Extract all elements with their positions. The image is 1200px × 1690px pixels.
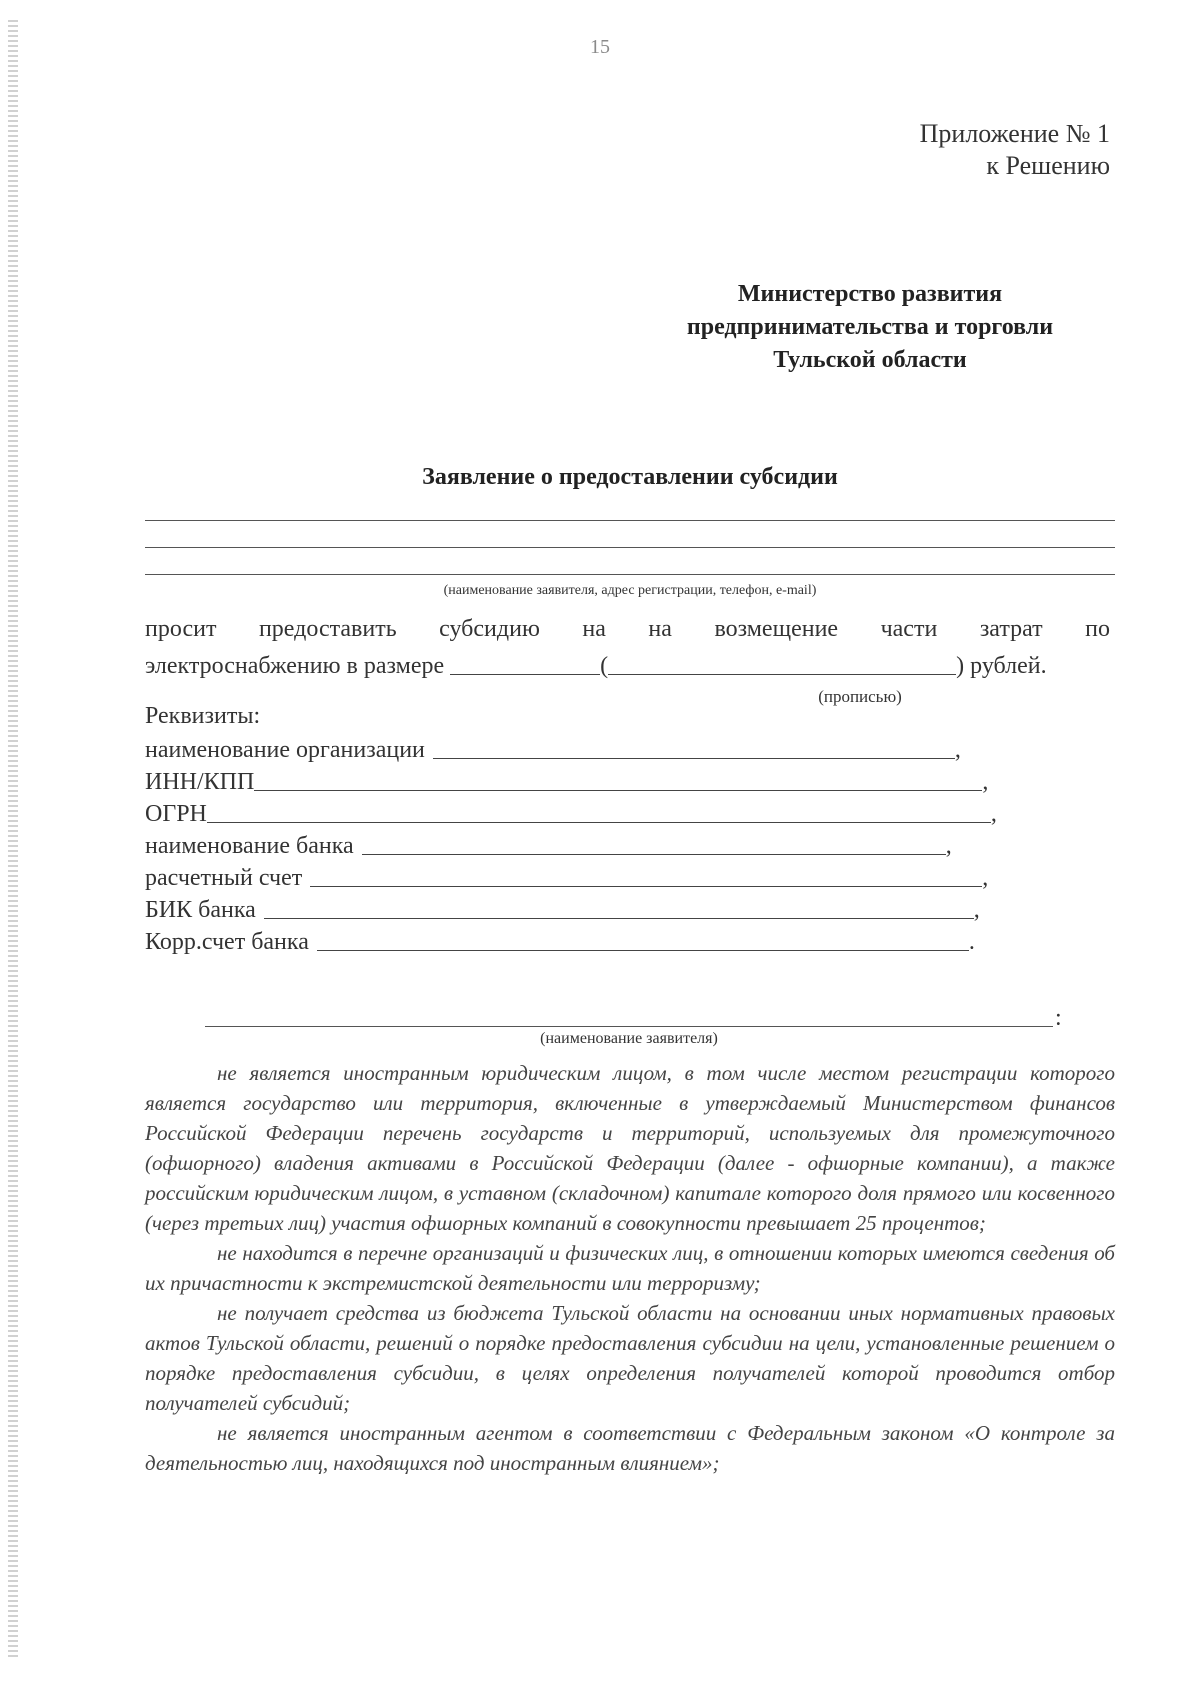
open-paren: ( [600, 653, 609, 679]
declaration-paragraph: не получает средства из бюджета Тульской области на основании иных нормативных правовых актов Тульской области, решений о порядке предоставления субсидии на цели, установленные решением о порядке предоставления субсидии, в целях определения получателей которой проводится отбор получателей субсидий; [145, 1301, 1115, 1415]
applicant-line-3 [145, 574, 1115, 575]
requisite-label: наименование банка [145, 833, 354, 859]
applicant-name-caption: (наименование заявителя) [540, 1030, 718, 1047]
amount-digits-blank [450, 654, 600, 675]
appendix-line-2: к Решению [986, 151, 1110, 180]
request-line-2 [145, 648, 1115, 680]
amount-words-blank [608, 654, 956, 675]
corr-account-blank [317, 930, 969, 951]
ogrn-blank [207, 802, 991, 823]
account-blank [310, 866, 982, 887]
requisite-row-ogrn [145, 796, 1045, 828]
requisite-end: , [990, 801, 997, 827]
applicant-line-2 [145, 547, 1115, 548]
scan-edge-artifact [8, 20, 18, 1660]
requisite-end: , [982, 769, 989, 795]
request-line-2-prefix: электроснабжению в размере [145, 653, 445, 679]
requisite-label: ИНН/КПП [145, 769, 255, 795]
document-title: Заявление о предоставлении субсидии [422, 464, 838, 490]
in-words-caption: (прописью) [818, 687, 902, 706]
appendix-reference [920, 118, 1110, 182]
declaration-paragraph: не является иностранным юридическим лицом, в том числе местом регистрации которого является государство или территория, включенные в утверждаемый Министерством финансов Российской Федерации перечень государств и территорий, используемых для промежуточного (офшорного) владения активами в Российской Федерации (далее - офшорные компании), а также российским юридическим лицом, в уставном (складочном) капитале которого доля прямого или косвенного (через третьих лиц) участия офшорных компаний в совокупности превышает 25 процентов; [145, 1061, 1115, 1235]
requisite-row-account [145, 860, 1045, 892]
bik-blank [264, 898, 974, 919]
declaration-paragraph: не находится в перечне организаций и физических лиц, в отношении которых имеются сведения об их причастности к экстремистской деятельности или терроризму; [145, 1241, 1115, 1295]
applicant-caption: (наименование заявителя, адрес регистрации, телефон, e-mail) [443, 583, 817, 598]
requisite-label: Корр.счет банка [145, 929, 309, 955]
requisite-row-inn-kpp [145, 764, 1045, 796]
requisite-end: , [982, 865, 989, 891]
requisite-label: БИК банка [145, 897, 256, 923]
inn-kpp-blank [254, 770, 982, 791]
requisite-end: , [973, 897, 980, 923]
requisite-end: , [945, 833, 952, 859]
recipient-line-2: предпринимательства и торговли [686, 314, 1054, 340]
rubles-suffix: ) рублей. [956, 653, 1047, 679]
requisite-end: , [954, 737, 961, 763]
requisite-label: наименование организации [145, 737, 425, 763]
request-line-1: просит предоставить субсидию на на возмещение части затрат по [145, 616, 1110, 642]
appendix-line-1: Приложение № 1 [919, 119, 1110, 148]
recipient-line-1: Министерство развития [737, 281, 1003, 307]
requisite-label: расчетный счет [145, 865, 303, 891]
recipient-block [640, 278, 1100, 377]
requisite-row-corr-account [145, 924, 1045, 956]
applicant-name-colon: : [1055, 1005, 1062, 1031]
requisite-label: ОГРН [145, 801, 207, 827]
requisite-end: . [968, 929, 975, 955]
page-number: 15 [590, 36, 610, 58]
declaration-paragraph: не является иностранным агентом в соответствии с Федеральным законом «О контроле за деятельностью лиц, находящихся под иностранным влиянием»; [145, 1421, 1115, 1475]
declaration-statements [145, 1058, 1115, 1478]
bank-name-blank [362, 834, 946, 855]
requisite-row-bank-name [145, 828, 1045, 860]
recipient-line-3: Тульской области [773, 347, 967, 373]
requisites-heading: Реквизиты: [145, 703, 261, 729]
applicant-name-line [205, 1026, 1053, 1027]
requisite-row-bik [145, 892, 1045, 924]
requisite-row-organization [145, 732, 1045, 764]
applicant-line-1 [145, 520, 1115, 521]
organization-name-blank [433, 738, 955, 759]
